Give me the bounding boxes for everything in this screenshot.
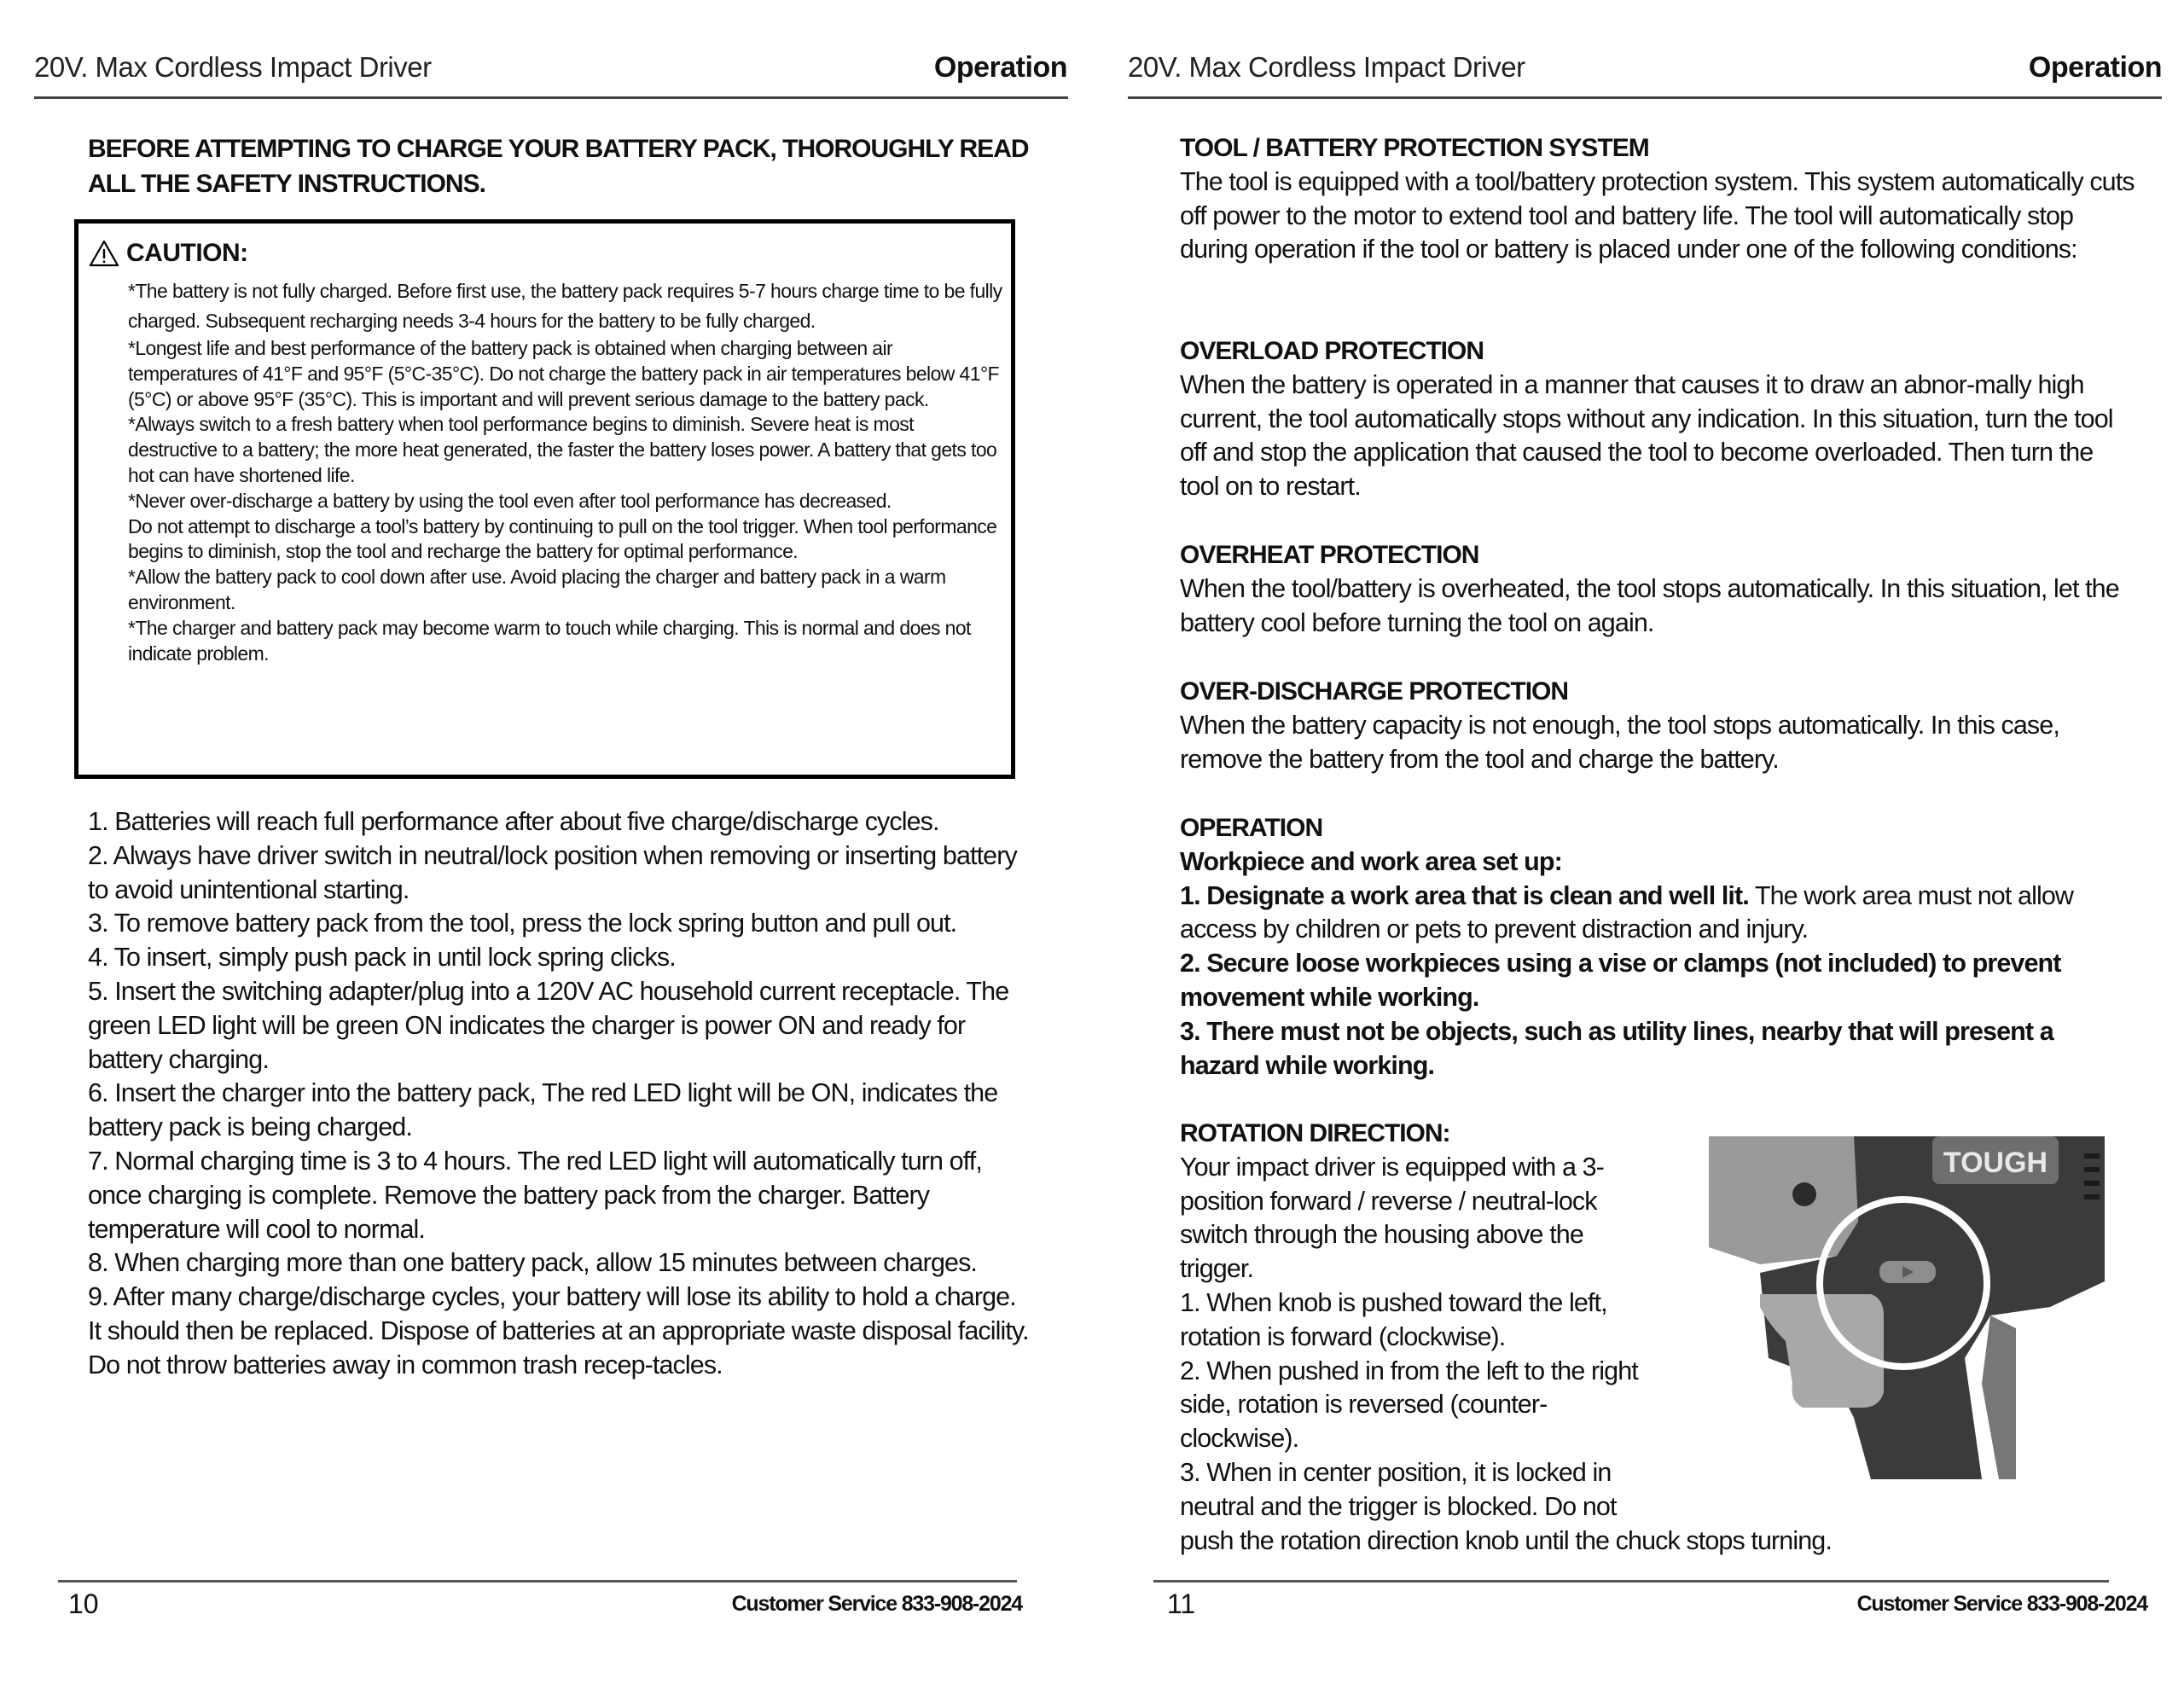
header-section: Operation (933, 51, 1067, 84)
section-text: When the battery is operated in a manner that causes it to draw an abnor-mally high current, the tool automatically stops without any indication. In this situation, turn the tool off and stop the application that caused the tool to become overloaded. Then turn the tool on to restart. (1180, 369, 2113, 502)
rotation-item-continued: push the rotation direction knob until the chuck stops turning. (1180, 1525, 1832, 1555)
page-11 (1092, 0, 2184, 1690)
header-title: 20V. Max Cordless Impact Driver (1128, 51, 1525, 83)
charging-step: 2. Always have driver switch in neutral/lock position when removing or inserting battery to avoid unintentional starting. (88, 840, 1017, 904)
operation-section (1180, 811, 2135, 1083)
header-section: Operation (2028, 51, 2162, 84)
rotation-item: 1. When knob is pushed toward the left, rotation is forward (clockwise). (1180, 1287, 1607, 1351)
impact-driver-switch-photo (1709, 1136, 2105, 1479)
charging-step: 7. Normal charging time is 3 to 4 hours. The red LED light will automatically turn off, once charging is complete. Remove the battery pack from the charger. Battery temperature will cool to normal. (88, 1146, 982, 1244)
charging-step: 3. To remove battery pack from the tool, press the lock spring button and pull out. (88, 909, 957, 938)
rotation-item: 2. When pushed in from the left to the right side, rotation is reversed (counter-clockwise). (1180, 1356, 1638, 1454)
caution-paragraph: *Longest life and best performance of the battery pack is obtained when charging between air temperatures of 41°F and 95°F (5°C-35°C). Do not charge the battery pack in air temperatures below 41°F (5°C) or above 95°F (35°C). This is important and will prevent serious damage to the battery pack. (128, 337, 999, 410)
charging-step: 4. To insert, simply push pack in until lock spring clicks. (88, 943, 676, 973)
charging-step: 8. When charging more than one battery pack, allow 15 minutes between charges. (88, 1248, 977, 1278)
page-number: 11 (1167, 1588, 1196, 1619)
brand-label: TOUGH (1943, 1147, 2048, 1179)
caution-paragraph: Do not attempt to discharge a tool’s battery by continuing to pull on the tool trigger. When tool performance begins to diminish, stop the tool and recharge the battery for optimal performance. (128, 514, 997, 563)
section-text: When the battery capacity is not enough, the tool stops automatically. In this case, remove the battery from the tool and charge the battery. (1180, 710, 2059, 774)
section-heading: OVERHEAT PROTECTION (1180, 541, 1479, 569)
operation-item-2: 2. Secure loose workpieces using a vise or clamps (not included) to prevent movement while working. (1180, 949, 2061, 1012)
header-title: 20V. Max Cordless Impact Driver (34, 51, 432, 83)
section-heading: OVER-DISCHARGE PROTECTION (1180, 677, 1569, 706)
rotation-item: 3. When in center position, it is locked in neutral and the trigger is blocked. Do not (1180, 1457, 1617, 1521)
warning-triangle-icon (89, 240, 119, 267)
customer-service-number: Customer Service 833-908-2024 (731, 1592, 1022, 1616)
caution-paragraph: *The battery is not fully charged. Before first use, the battery pack requires 5-7 hours charge time to be fully charged. Subsequent recharging needs 3-4 hours for the battery to be fully charged. (128, 280, 1002, 332)
section-heading: OPERATION (1180, 814, 1323, 842)
charging-step: 5. Insert the switching adapter/plug into a 120V AC household current receptacle. The green LED light will be green ON indicates the charger is power ON and ready for battery charging. (88, 976, 1009, 1074)
caution-paragraph: *Never over-discharge a battery by using the tool even after tool performance has decreased. (128, 489, 892, 512)
operation-item-1-text: The work area must not allow access by children or pets to prevent distraction and injury. (1180, 880, 2074, 944)
caution-box (74, 219, 1015, 779)
caution-text (128, 276, 1007, 666)
footer-divider (58, 1580, 1017, 1583)
charge-warning-heading: BEFORE ATTEMPTING TO CHARGE YOUR BATTERY PACK, THOROUGHLY READ ALL THE SAFETY INSTRUCTIONS. (88, 135, 1029, 198)
caution-paragraph: *Allow the battery pack to cool down after use. Avoid placing the charger and battery pack in a warm environment. (128, 566, 946, 613)
customer-service-number: Customer Service 833-908-2024 (1856, 1592, 2147, 1616)
section-heading: ROTATION DIRECTION: (1180, 1119, 1450, 1147)
charging-step: 1. Batteries will reach full performance after about five charge/discharge cycles. (88, 807, 939, 836)
caution-paragraph: *Always switch to a fresh battery when tool performance begins to diminish. Severe heat is most destructive to a battery; the more heat generated, the faster the battery loses power. A battery that gets too hot can have shortened life. (128, 413, 997, 486)
charging-step: 9. After many charge/discharge cycles, your battery will lose its ability to hold a charge. It should then be replaced. Dispose of batteries at an appropriate waste disposal facility. Do not throw batteries away in common trash recep-tacles. (88, 1282, 1029, 1379)
operation-item-1 (1180, 880, 2135, 948)
caution-paragraph: *The charger and battery pack may become warm to touch while charging. This is normal and does not indicate problem. (128, 616, 971, 665)
charging-step: 6. Insert the charger into the battery pack, The red LED light will be ON, indicates the battery pack is being charged. (88, 1078, 998, 1142)
charging-steps-list (88, 805, 1035, 1383)
overload-protection-section (1180, 334, 2135, 504)
section-subheading: Workpiece and work area set up: (1180, 846, 1562, 876)
section-heading: TOOL / BATTERY PROTECTION SYSTEM (1180, 134, 1649, 162)
impact-driver-illustration (1709, 1136, 2105, 1479)
section-heading: OVERLOAD PROTECTION (1180, 337, 1484, 365)
section-text: When the tool/battery is overheated, the tool stops automatically. In this situation, let the battery cool before turning the tool on again. (1180, 573, 2119, 637)
footer-divider (1153, 1580, 2109, 1583)
caution-title (89, 239, 248, 268)
page-number: 10 (68, 1588, 99, 1619)
operation-item-1-bold: 1. Designate a work area that is clean and well lit. (1180, 880, 1749, 910)
protection-system-section (1180, 131, 2135, 267)
over-discharge-protection-section (1180, 675, 2135, 776)
header-divider (1128, 96, 2162, 99)
section-text: The tool is equipped with a tool/battery protection system. This system automatically cuts off power to the motor to extend tool and battery life. The tool will automatically stop during operation if the tool or battery is placed under one of the following conditions: (1180, 166, 2135, 264)
header-divider (34, 96, 1068, 99)
operation-item-3: 3. There must not be objects, such as utility lines, nearby that will present a hazard while working. (1180, 1016, 2053, 1080)
caution-label: CAUTION: (126, 239, 248, 267)
rotation-intro: Your impact driver is equipped with a 3-position forward / reverse / neutral-lock switch through the housing above the trigger. (1180, 1152, 1604, 1284)
overheat-protection-section (1180, 538, 2135, 640)
